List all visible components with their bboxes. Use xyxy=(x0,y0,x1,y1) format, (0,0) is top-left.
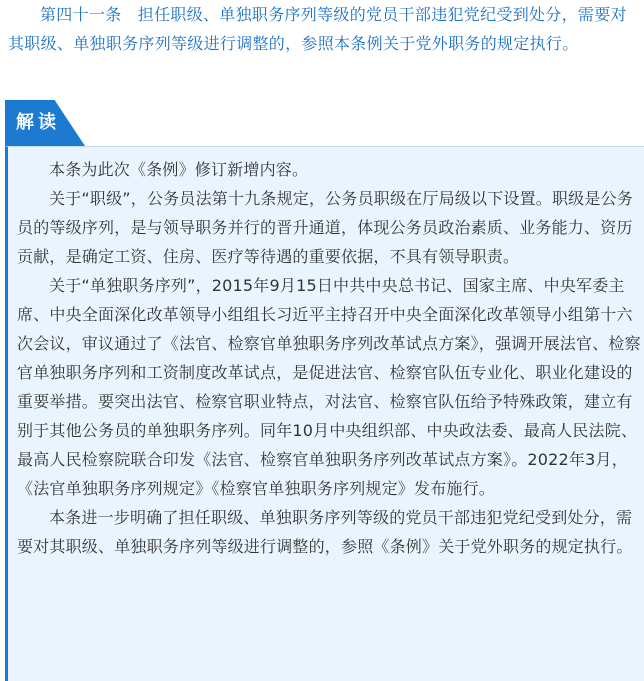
interpretation-paragraph: 关于“职级”，公务员法第十九条规定，公务员职级在厅局级以下设置。职级是公务员的等级序列，是与领导职务并行的晋升通道，体现公务员政治素质、业务能力、资历贡献，是确定工资、住房、医疗等待遇的重要依据，不具有领导职责。 xyxy=(17,189,633,266)
section-badge xyxy=(0,100,90,146)
interpretation-paragraph: 关于“单独职务序列”，2015年9月15日中共中央总书记、国家主席、中央军委主席、中央全面深化改革领导小组组长习近平主持召开中央全面深化改革领导小组第十六次会议，审议通过了《法官、检察官单独职务序列改革试点方案》，强调开展法官、检察官单独职务序列和工资制度改革试点，是促进法官、检察官队伍专业化、职业化建设的重要举措。要突出法官、检察官职业特点，对法官、检察官队伍给予特殊政策，建立有别于其他公务员的单独职务序列。同年10月中央组织部、中央政法委、最高人民法院、最高人民检察院联合印发《法官、检察官单独职务序列改革试点方案》。2022年3月，《法官单独职务序列规定》《检察官单独职务序列规定》发布施行。 xyxy=(17,276,641,498)
badge-label: 解读 xyxy=(16,112,60,133)
interpretation-paragraph: 本条进一步明确了担任职级、单独职务序列等级的党员干部违犯党纪受到处分，需要对其职级、单独职务序列等级进行调整的，参照《条例》关于党外职务的规定执行。 xyxy=(17,508,633,556)
interpretation-paragraph: 本条为此次《条例》修订新增内容。 xyxy=(49,160,309,179)
interpretation-panel xyxy=(5,146,644,681)
article-clause xyxy=(8,0,640,58)
article-text: 第四十一条 担任职级、单独职务序列等级的党员干部违犯党纪受到处分，需要对其职级、单独职务序列等级进行调整的，参照本条例关于党外职务的规定执行。 xyxy=(8,5,627,53)
interpretation-body xyxy=(17,155,641,561)
